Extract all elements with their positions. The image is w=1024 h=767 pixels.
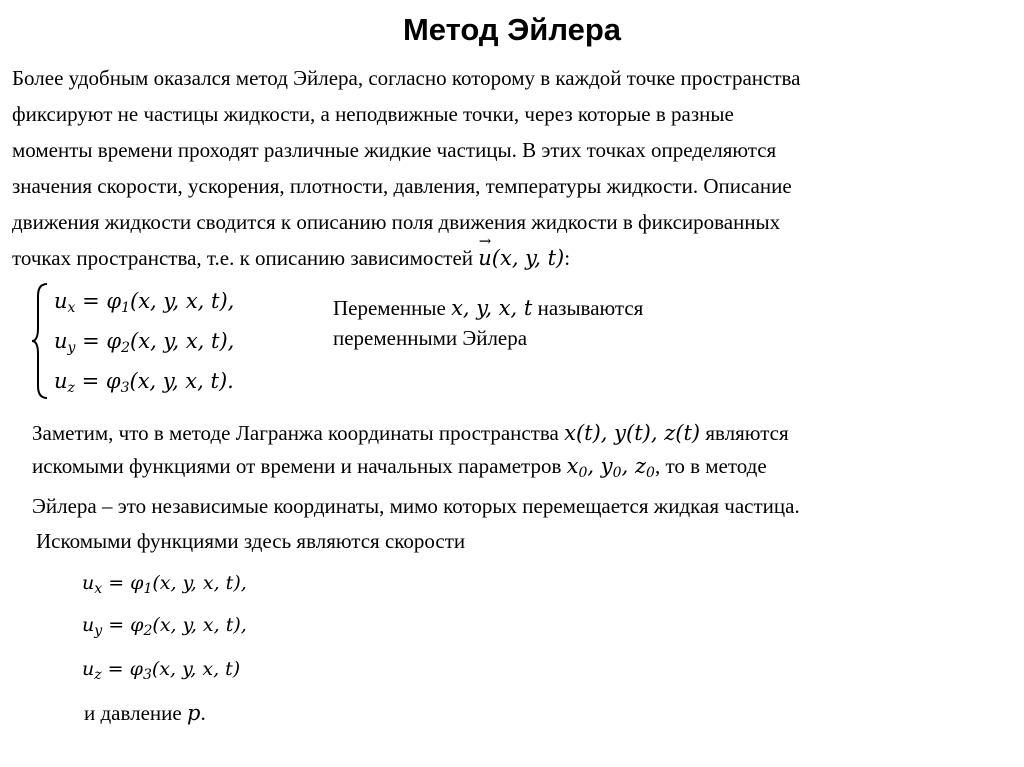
pressure-variable: p xyxy=(186,701,201,725)
intro-colon: : xyxy=(564,246,571,270)
intro-line-last xyxy=(12,240,1012,276)
euler-equation-system xyxy=(30,282,330,402)
note-line-2: переменными Эйлера xyxy=(333,326,528,350)
system-equation-3: $u_z = \varphi_3(x$, y, x, t). xyxy=(54,369,234,396)
lagrange-line-2: искомыми функциями от времени и начальных параметров $x_0$, $y_0$, $z_0$, то в методе xyxy=(32,454,767,481)
intro-last-text: точках пространства, т.е. к описанию зависимостей xyxy=(12,246,479,270)
velocity-vector-symbol: → u xyxy=(478,240,492,276)
velocity-vector-formula xyxy=(478,246,564,270)
note-variables: x, y, x, t xyxy=(451,296,533,320)
left-brace-icon xyxy=(30,282,50,400)
system-equation-1: $u_x = \varphi_1(x$, y, x, t), xyxy=(54,289,235,316)
lagrange-coordinates: x(t), y(t), z(t) xyxy=(564,421,701,445)
velocity-equation-2: $u_y = \varphi_2(x$, y, x, t), xyxy=(82,614,247,639)
intro-paragraph xyxy=(12,60,1012,276)
lagrange-comparison-paragraph xyxy=(32,417,1012,523)
velocity-vector-args: (x, y, t) xyxy=(491,246,565,270)
intro-line: моменты времени проходят различные жидкие частицы. В этих точках определяются xyxy=(12,138,777,162)
intro-line: Более удобным оказался метод Эйлера, согласно которому в каждой точке пространства xyxy=(12,66,801,90)
lagrange-line-3: Эйлера – это независимые координаты, мимо которых перемещается жидкая частица. xyxy=(32,494,800,518)
unknowns-intro: Искомыми функциями здесь являются скорости xyxy=(36,529,466,553)
intro-line: значения скорости, ускорения, плотности, давления, температуры жидкости. Описание xyxy=(12,174,792,198)
lagrange-line-1: Заметим, что в методе Лагранжа координаты пространства x(t), y(t), z(t) являются xyxy=(32,421,789,445)
intro-line: фиксируют не частицы жидкости, а неподвижные точки, через которые в разные xyxy=(12,102,734,126)
intro-line: движения жидкости сводится к описанию поля движения жидкости в фиксированных xyxy=(12,210,781,234)
slide-title: Метод Эйлера xyxy=(402,12,622,47)
velocity-equation-1: $u_x = \varphi_1(x$, y, x, t), xyxy=(82,572,247,597)
note-line-1: Переменные x, y, x, t называются xyxy=(333,296,644,320)
system-equation-2: $u_y = \varphi_2(x$, y, x, t), xyxy=(54,329,235,356)
initial-parameters: $x_0$, $y_0$, $z_0$ xyxy=(566,454,655,481)
velocity-equation-3: $u_z = \varphi_3(x$, y, x, t) xyxy=(82,658,241,683)
euler-variables-note xyxy=(333,293,643,353)
pressure-line: и давление p. xyxy=(84,701,206,725)
